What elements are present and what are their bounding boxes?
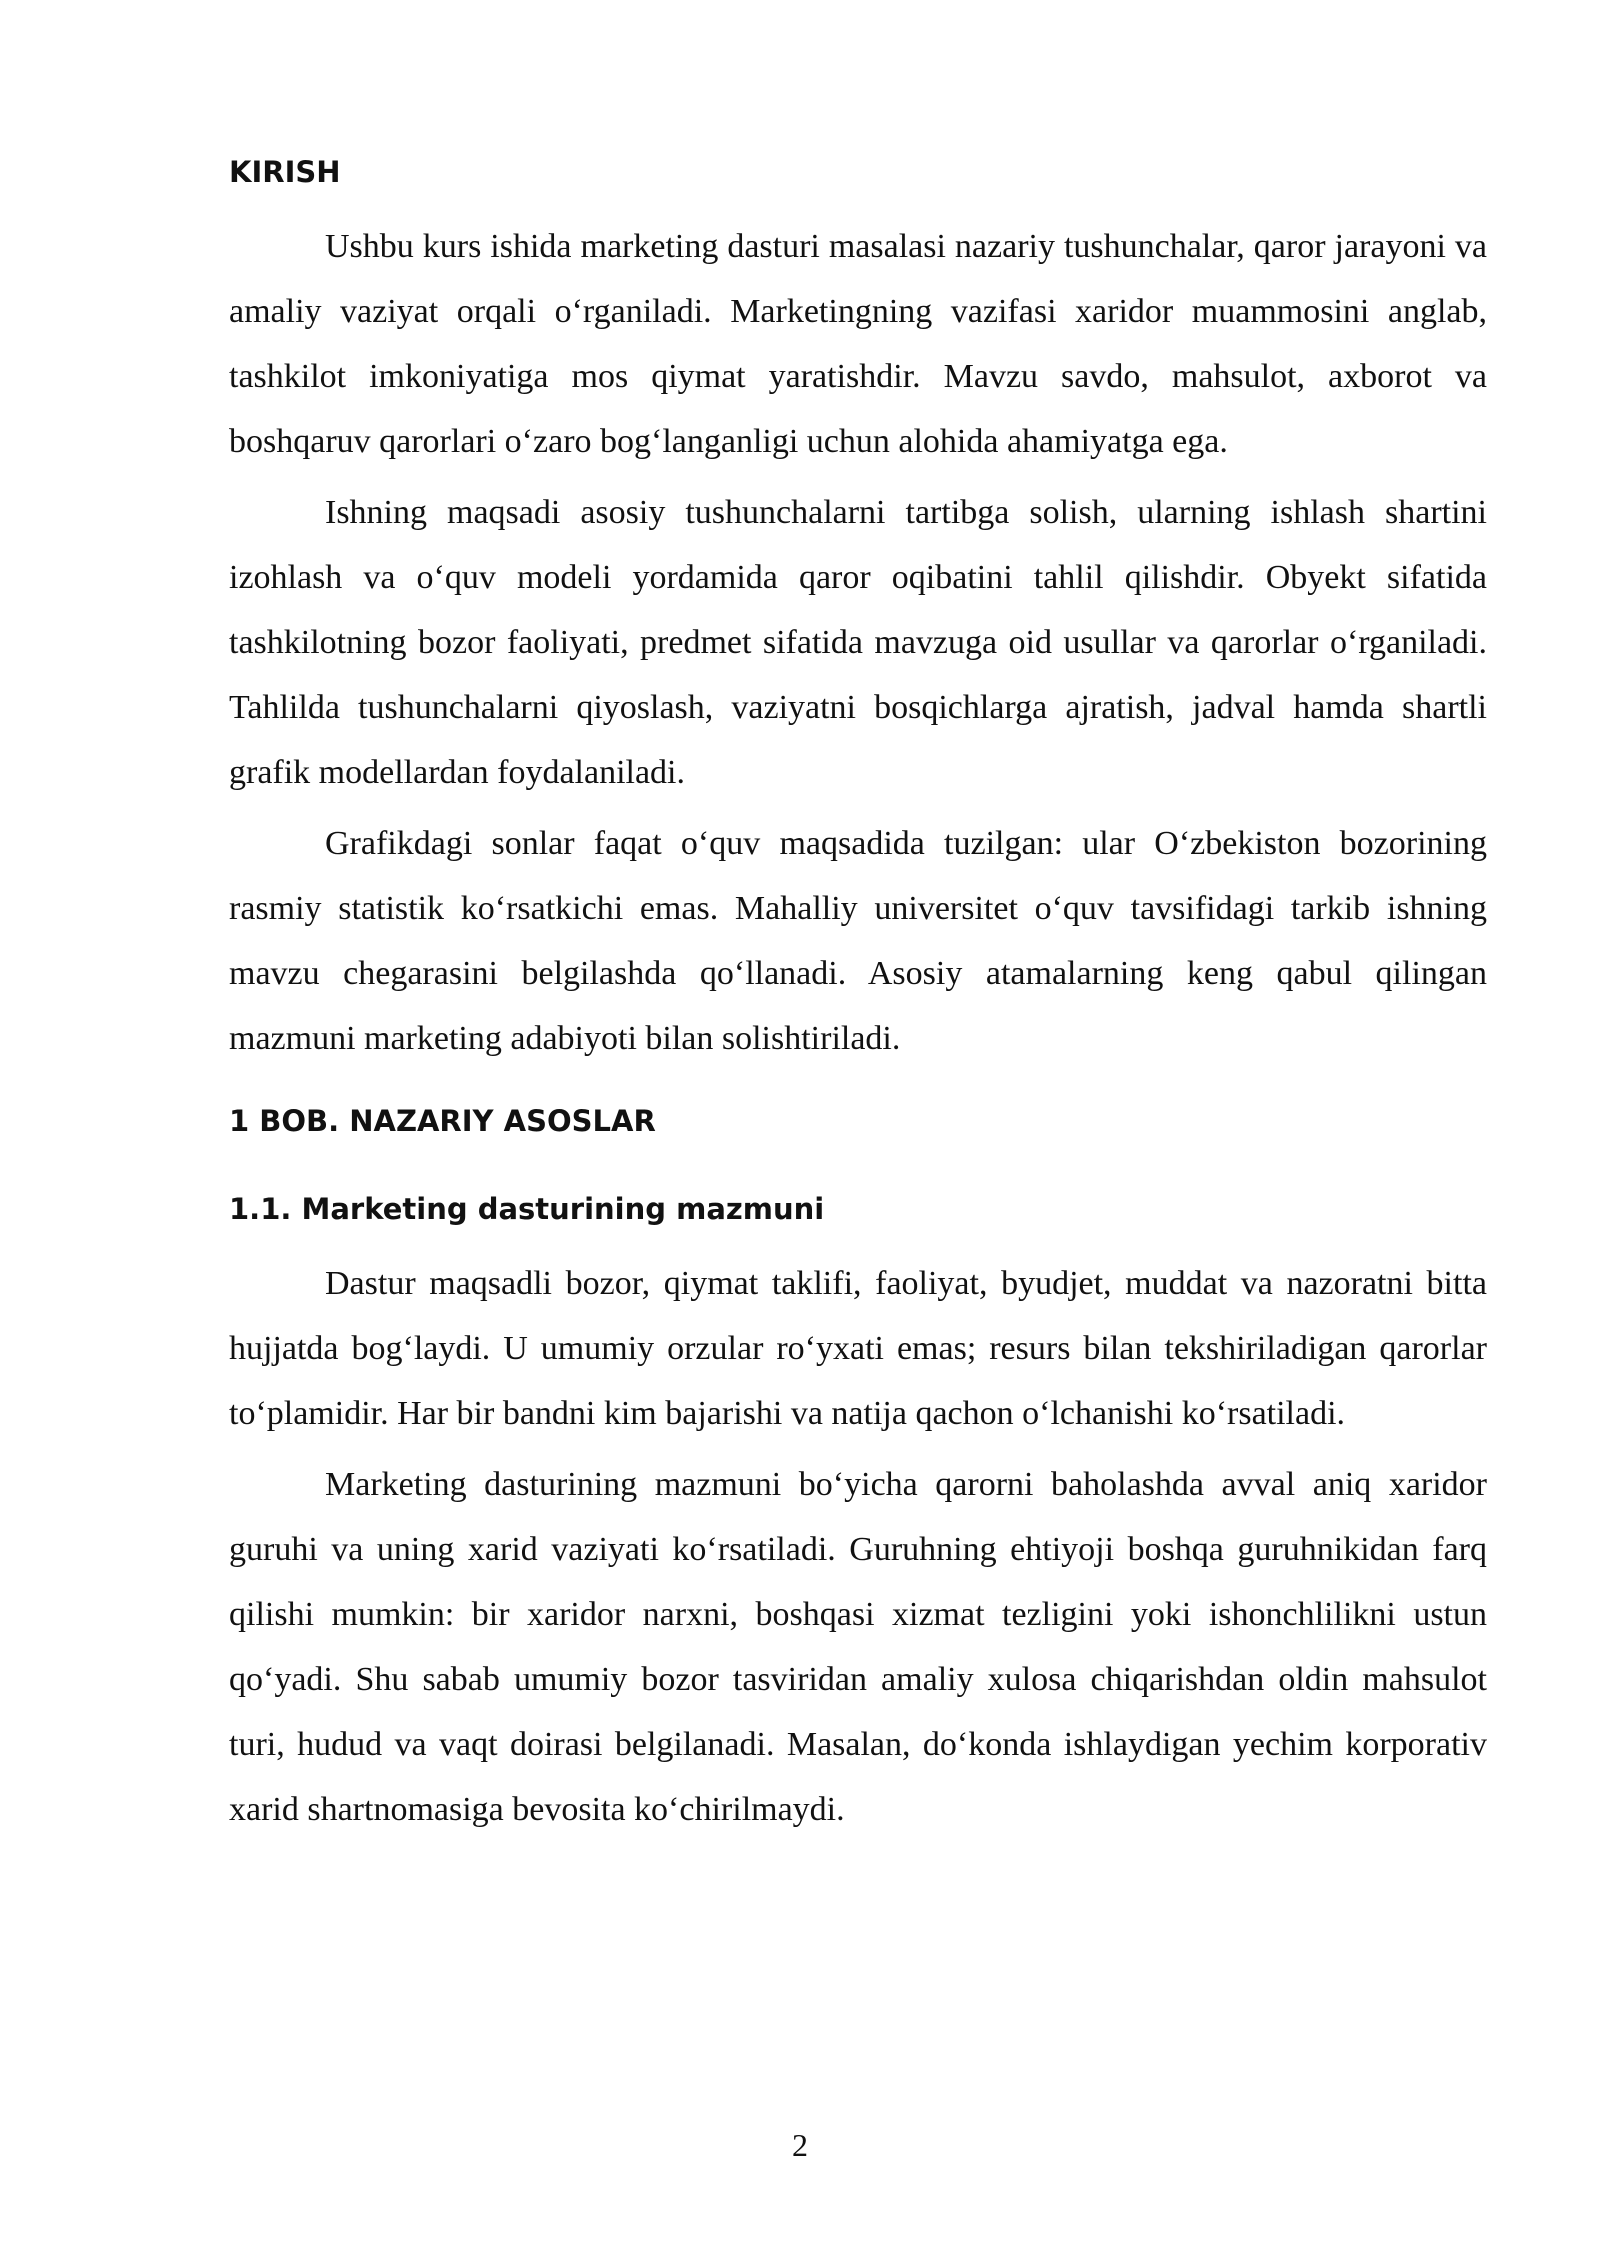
section-paragraph-2: Marketing dasturining mazmuni bo‘yicha qarorni baholashda avval aniq xaridor guruhi va uning xarid vaziyati ko‘rsatiladi. Guruhning ehtiyoji boshqa guruhnikidan farq qilishi mumkin: bir xaridor narxni, boshqasi xizmat tezligini yoki ishonchlilikni ustun qo‘yadi. Shu sabab umumiy bozor tasviridan amaliy xulosa chiqarishdan oldin mahsulot turi, hudud va vaqt doirasi belgilanadi. Masalan, do‘konda ishlaydigan yechim korporativ xarid shartnomasiga bevosita ko‘chirilmaydi.	[229, 1466, 1487, 1828]
section-heading: 1.1. Marketing dasturining mazmuni	[229, 1192, 825, 1226]
chapter-heading: 1 BOB. NAZARIY ASOSLAR	[229, 1104, 656, 1138]
intro-heading: KIRISH	[229, 155, 341, 189]
intro-paragraph-3: Grafikdagi sonlar faqat o‘quv maqsadida tuzilgan: ular O‘zbekiston bozorining rasmiy statistik ko‘rsatkichi emas. Mahalliy universitet o‘quv tavsifidagi tarkib ishning mavzu chegarasini belgilashda qo‘llanadi. Asosiy atamalarning keng qabul qilingan mazmuni marketing adabiyoti bilan solishtiriladi.	[229, 825, 1487, 1057]
intro-paragraph-1: Ushbu kurs ishida marketing dasturi masalasi nazariy tushunchalar, qaror jarayoni va amaliy vaziyat orqali o‘rganiladi. Marketingning vazifasi xaridor muammosini anglab, tashkilot imkoniyatiga mos qiymat yaratishdir. Mavzu savdo, mahsulot, axborot va boshqaruv qarorlari o‘zaro bog‘langanligi uchun alohida ahamiyatga ega.	[229, 228, 1487, 460]
intro-paragraph-2: Ishning maqsadi asosiy tushunchalarni tartibga solish, ularning ishlash shartini izohlash va o‘quv modeli yordamida qaror oqibatini tahlil qilishdir. Obyekt sifatida tashkilotning bozor faoliyati, predmet sifatida mavzuga oid usullar va qarorlar o‘rganiladi. Tahlilda tushunchalarni qiyoslash, vaziyatni bosqichlarga ajratish, jadval hamda shartli grafik modellardan foydalaniladi.	[229, 494, 1487, 791]
page-content	[229, 152, 1487, 1848]
page-number: 2	[792, 2127, 808, 2163]
section-paragraph-1: Dastur maqsadli bozor, qiymat taklifi, faoliyat, byudjet, muddat va nazoratni bitta hujjatda bog‘laydi. U umumiy orzular ro‘yxati emas; resurs bilan tekshiriladigan qarorlar to‘plamidir. Har bir bandni kim bajarishi va natija qachon o‘lchanishi ko‘rsatiladi.	[229, 1265, 1487, 1432]
